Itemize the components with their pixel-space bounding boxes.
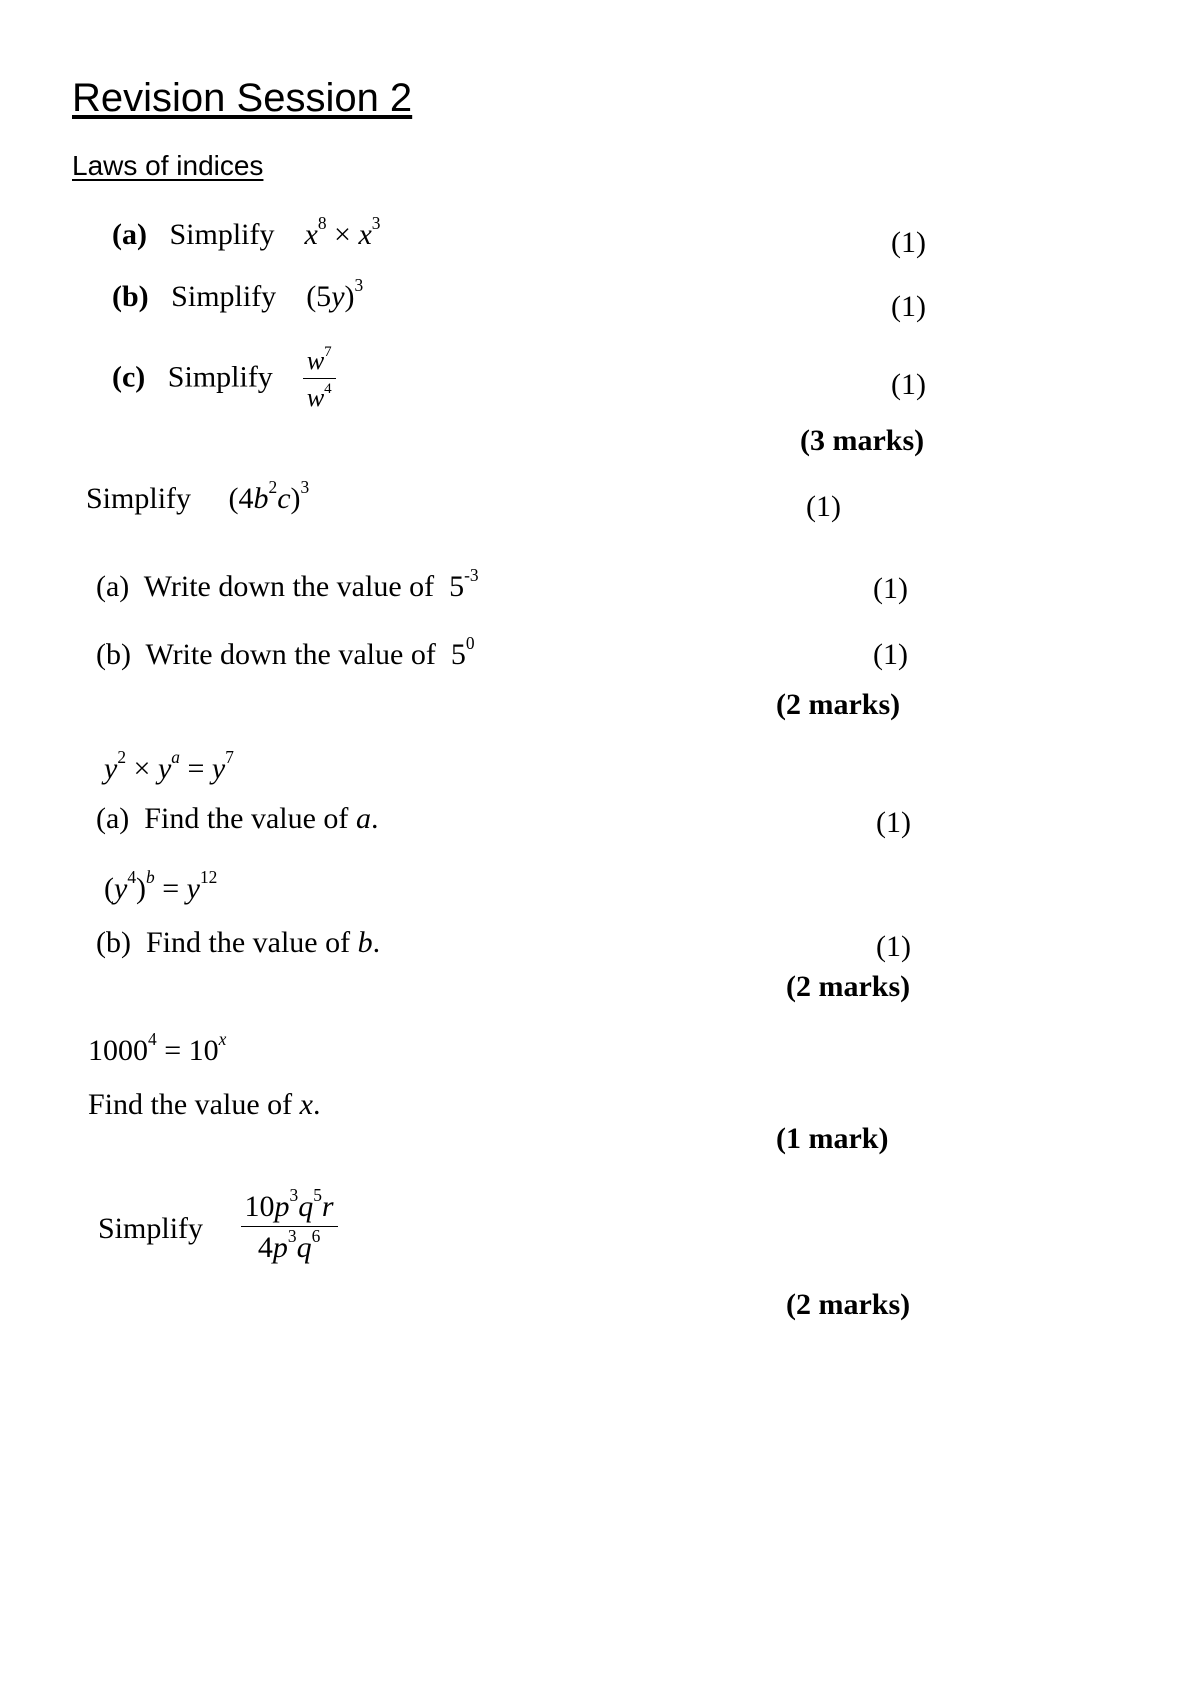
q6-total-marks: (2 marks) <box>786 1288 911 1321</box>
q4a-text: Find the value of <box>144 802 349 835</box>
q3a-line <box>96 565 479 604</box>
q1a-line <box>112 213 381 252</box>
q2-expression: $(4b^2c)^3$ <box>228 477 310 515</box>
q4a-label: (a) <box>96 802 130 835</box>
q1c-mark: (1) <box>891 368 926 401</box>
q5-equation: $1000^4 = 10^x$ <box>88 1029 227 1067</box>
q1-total-marks: (3 marks) <box>800 424 925 457</box>
q3b-mark: (1) <box>873 638 908 671</box>
q3a-expression: $5^{-3}$ <box>449 565 479 603</box>
q1c-label: (c) <box>112 360 146 394</box>
q1b-line <box>112 275 364 314</box>
q2-line <box>86 477 310 516</box>
q2-mark: (1) <box>806 490 841 523</box>
q2-verb: Simplify <box>86 482 192 515</box>
q1b-expression: $(5y)^3$ <box>306 275 364 313</box>
section-heading: Laws of indices <box>72 150 264 181</box>
q4a-line: (a) Find the value of a. <box>96 802 379 835</box>
q5-total-marks: (1 mark) <box>776 1122 889 1155</box>
q3b-label: (b) <box>96 638 131 671</box>
q5-variable: x <box>299 1088 313 1121</box>
q6-verb: Simplify <box>98 1212 204 1246</box>
q4b-mark: (1) <box>876 930 911 963</box>
q1a-expression: $x^8 \times x^3$ <box>304 213 381 251</box>
q4b-line: (b) Find the value of b. <box>96 926 381 959</box>
q4-total-marks: (2 marks) <box>786 970 911 1003</box>
q1c-verb: Simplify <box>167 360 273 394</box>
q1c-fraction: $\frac{w^7}{w^4}$ <box>303 346 336 413</box>
page-title: Revision Session 2 <box>72 76 413 120</box>
q4b-variable: b <box>357 926 373 959</box>
q4-equation-2: $(y^4)^b = y^{12}$ <box>104 867 218 905</box>
q3b-expression: $5^0$ <box>450 633 475 671</box>
q1b-verb: Simplify <box>171 280 277 313</box>
q3-total-marks: (2 marks) <box>776 688 901 721</box>
q1a-verb: Simplify <box>169 218 275 251</box>
q1a-mark: (1) <box>891 226 926 259</box>
q1b-label: (b) <box>112 280 149 313</box>
q6-line <box>98 1185 338 1265</box>
q4a-mark: (1) <box>876 806 911 839</box>
q3a-mark: (1) <box>873 572 908 605</box>
q6-fraction: $\frac{10p^3q^5r}{4p^3q^6}$ <box>241 1190 338 1265</box>
q1a-label: (a) <box>112 218 147 251</box>
q3a-label: (a) <box>96 570 130 603</box>
q4a-variable: a <box>355 802 371 835</box>
q4b-text: Find the value of <box>145 926 351 959</box>
q5-question: Find the value of x. <box>88 1088 321 1121</box>
q1c-line <box>112 346 336 413</box>
q4-equation-1: $y^2 \times y^a = y^7$ <box>104 747 234 785</box>
q4b-label: (b) <box>96 926 131 959</box>
q3b-text: Write down the value of <box>145 638 436 671</box>
q3b-line <box>96 633 475 672</box>
q1b-mark: (1) <box>891 290 926 323</box>
q3a-text: Write down the value of <box>143 570 435 603</box>
